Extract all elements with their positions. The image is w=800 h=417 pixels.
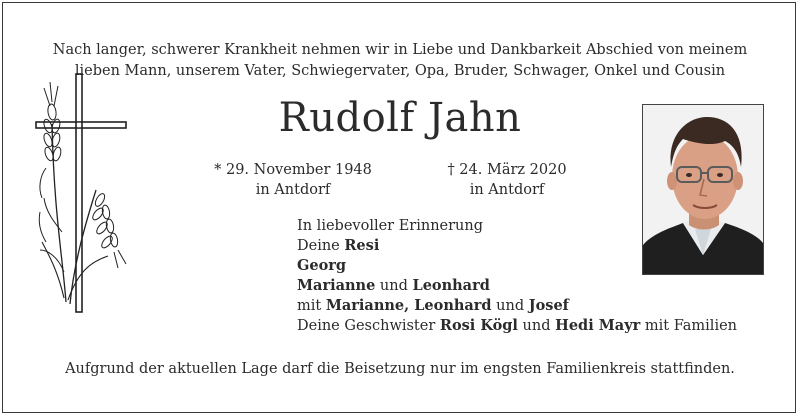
conjunction: und xyxy=(517,318,556,334)
birth-date: * 29. November 1948 xyxy=(214,162,372,178)
mourners-line-6 xyxy=(297,316,737,336)
mourners-list xyxy=(297,216,737,336)
mourner-name: Marianne, Leonhard xyxy=(325,297,492,314)
remembrance-text: In liebevoller Erinnerung xyxy=(297,218,484,234)
mourners-line-1 xyxy=(297,216,737,236)
funeral-notice: Aufgrund der aktuellen Lage darf die Beisetzung nur im engsten Familienkreis stattfinden. xyxy=(65,361,735,377)
mourner-prefix: Deine xyxy=(297,238,345,254)
death-place: in Antdorf xyxy=(469,182,545,198)
conjunction: und xyxy=(491,298,529,314)
deceased-name: Rudolf Jahn xyxy=(278,95,522,141)
mourner-prefix: Deine Geschwister xyxy=(297,318,440,334)
death-info xyxy=(417,160,597,200)
mourners-line-5 xyxy=(297,296,737,316)
conjunction: und xyxy=(375,278,413,294)
birth-place: in Antdorf xyxy=(255,182,331,198)
mourner-name: Rosi Kögl xyxy=(439,317,518,334)
birth-info xyxy=(203,160,383,200)
mourners-line-2 xyxy=(297,236,737,256)
intro-line-2: lieben Mann, unserem Vater, Schwiegervater, Opa, Bruder, Schwager, Onkel und Cousin xyxy=(74,63,726,79)
death-date: † 24. März 2020 xyxy=(447,162,567,178)
mourner-prefix: mit xyxy=(297,298,326,314)
mourner-name: Resi xyxy=(344,237,380,254)
mourners-line-4 xyxy=(297,276,737,296)
mourners-line-3 xyxy=(297,256,737,276)
mourner-suffix: mit Familien xyxy=(640,318,738,334)
mourner-name: Leonhard xyxy=(412,277,490,294)
mourner-name: Hedi Mayr xyxy=(555,317,641,334)
mourner-name: Georg xyxy=(297,257,347,274)
mourner-name: Marianne xyxy=(297,277,376,294)
intro-line-1: Nach langer, schwerer Krankheit nehmen wir in Liebe und Dankbarkeit Abschied von meinem xyxy=(52,42,748,58)
mourner-name: Josef xyxy=(528,297,569,314)
